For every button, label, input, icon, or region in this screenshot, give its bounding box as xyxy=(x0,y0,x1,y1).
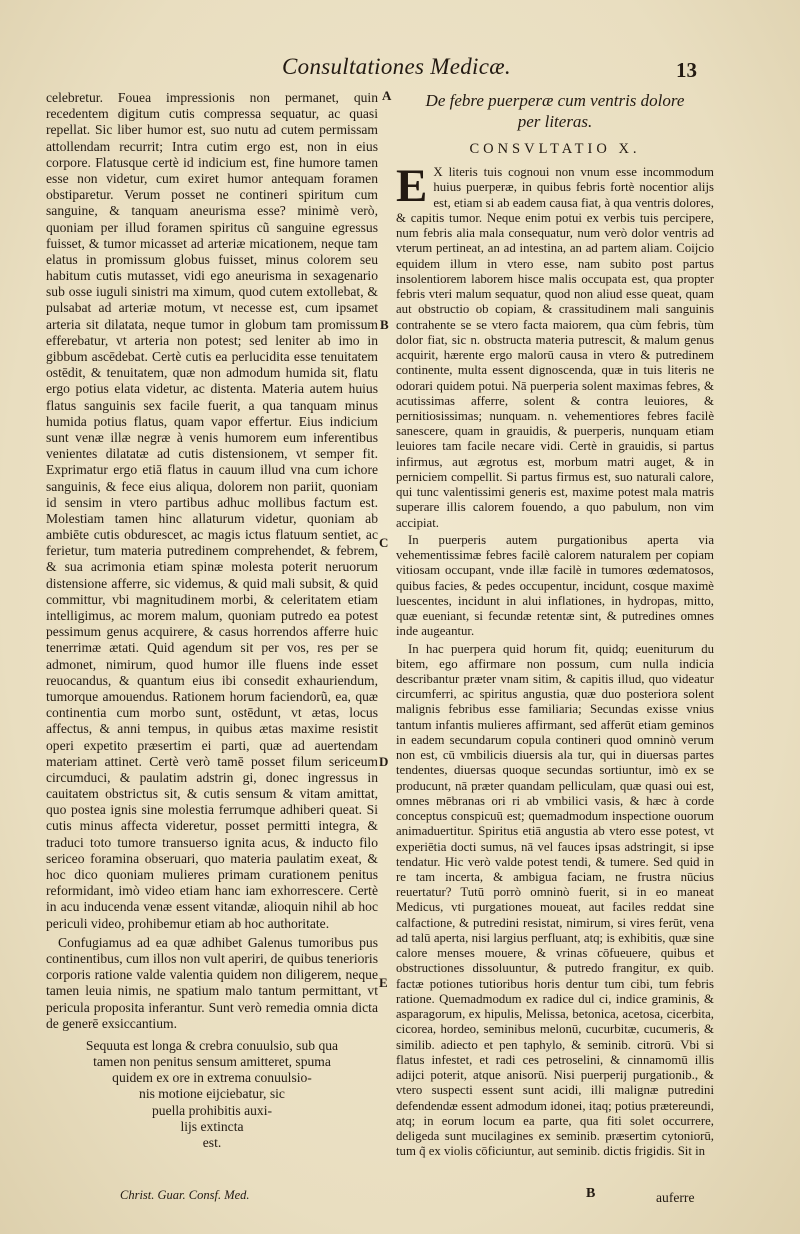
heading-line: per literas. xyxy=(517,112,593,131)
inverted-line: est. xyxy=(202,1135,222,1150)
printer-signature: Christ. Guar. Consf. Med. xyxy=(120,1188,250,1202)
inverted-line: nis motione eijciebatur, sic xyxy=(139,1086,285,1102)
margin-letter-b: B xyxy=(380,317,389,332)
margin-letter-c: C xyxy=(379,535,389,550)
inverted-line: Sequuta est longa & crebra conuulsio, sub qua xyxy=(85,1037,339,1053)
inverted-line: lijs extincta xyxy=(180,1118,244,1134)
inverted-line: tamen non penitus sensum amitteret, spuma xyxy=(93,1054,331,1070)
right-paragraph: In hac puerpera quid horum fit, quidq; eueniturum du bitem, ego affirmare non possum, cum nulla indicia describantur præter vnam sitim, & capitis illud, quo videatur circumferri, ac spiritus angustia, quæ duo posteriora solent malignis febribus esse familiaria; Secundas exisse vnius tantum infantis mulieres affirmant, sed afferūt etiam geminos in eadem secundarum copula contineri quod omninò verum non est, cū vmbilicis diuersis ala tur, qui in diuersas partes tendentes, diuersas quoque secundas sortiuntur, imò ex se producunt, nā præter quandam pelliculam, quæ quasi oui est, omnes mēbranas ori ri ab vmbilici vasis, & hæc à corde conceptus conspicuū est; quemadmodum inspectione ouorum animaduertitur. Spiritus etiā angustia ab vtero esse potest, vt experiētia docti sumus, nā vel fauces ipsas adstringit, si ipse tendatur. Hic verò valde potest tendi, & tumere. Sed quid in re tam incerta, & ambigua faciam, ne frustra nūcius reuertatur? Tutū porrò omninò fuerit, si in eo maneat Medicus, vti purgationes moueat, aut faciles reddat sine calfactione, & putredini resistat, nimirum, si vires ferūt, vena ad talū aperta, nisi largius perfluant, atq; is exhibitis, quæ sine calore menses mouere, & vrinas cōfueuere, quibus et obstructiones dissoluuntur, & putredo frangitur, ex quib. factæ potiones tutioribus horis dentur tum cibi, tum febris ratione. Quemadmodum ex radice dul ci, indice graminis, & asparagorum, ex hipulis, Melissa, betonica, acetosa, cicerbita, cicorea, hordeo, seminibus melonū, cucurbitæ, cucumeris, & similib. adiecto et pen taphylo, & seminib. citrorū. Vbi si flatus infestet, et radi ces petroselini, & cinnamomū illis adijci poterit, atque anisorū. Nisi puerperij purgationib., & vtero suspecti essent sunt acidi, illi malignæ putredini defendendæ essent admodum idonei, itaq; potius prætereundi, atq; in eorum locum ea parte, qua fiti solet occurrere, deligeda sunt mucilagines ex seminib. præsertim cytoniorū, tum q̃ ex violis cōficiuntur, aut seminib. dictis frigidis. Sit in xyxy=(396,641,714,1159)
gathering-signature-mark: B xyxy=(586,1186,596,1201)
drop-cap-initial: E xyxy=(396,160,428,213)
margin-letter-d: D xyxy=(379,754,389,769)
margin-letter-a: A xyxy=(382,88,392,103)
right-paragraph: In puerperis autem purgationibus aperta via vehementissimæ febres facilè calorem naturalem per copiam vitiosam occupant, vnde illæ facilè in tumores œdematosos, quibus facies, & pedes occupentur, incidunt, cosque maximè luescentes, incidunt in alui inflationes, in hydropas, mitto, quæ eueniant, si fecundæ retentæ sint, & putredines omnes inde augeantur. xyxy=(396,532,714,639)
right-column xyxy=(396,90,714,1159)
margin-letter-e: E xyxy=(379,975,388,990)
inverted-pyramid-paragraph xyxy=(46,1038,378,1151)
consultation-number: CONSVLTATIO X. xyxy=(469,141,641,157)
running-title: Consultationes Medicæ. xyxy=(282,54,511,79)
right-paragraph xyxy=(396,160,714,531)
folio-number: 13 xyxy=(676,58,697,82)
catchword: auferre xyxy=(656,1190,695,1205)
heading-line: De febre puerperæ cum ventris dolore xyxy=(425,91,685,110)
right-paragraph-text: X literis tuis cognoui non vnum esse incommodum huius puerperæ, in quibus febris fortè nocentior alijs est, etiam si ab eadem causa fiat, à qua ventris dolores, & capitis tumor. Neque enim potui ex verbis tuis percipere, num febris alia mala consequatur, num verò dolor ventris ad vterum pertineat, an ad intestina, an ad partem aliam. Coijcio equidem illum in vtero esse, nam subito post partus insolentiorem laborem hisce malis occupata est, qua propter febris vteri malum sequatur, quod non aliud esse queat, quam aut obstructio ob copiam, & crassitudinem mali sanguinis contrahente se se vtero facta maiorem, qua cùm febris, tùm dolor fiat, sic n. obstructa materia putrescit, & malum genus acquirit, hærente ergo malorū causa in vtero & putredinem continente, multa essent dignoscenda, quæ in tuis literis ne odorari quidem potui. Nā puerperia solent maximas febres, & acutissimas afferre, solent & contra leuiores, & pernitiosissimas; nunquam. n. vehementiores febres facilè sanescere, quam in grauidis, & puerperis, nunquam etiam leuiores tam facile necare vidi. Certè in grauidis, si partus infirmus, aut ægrotus est, morbum matri auget, & in perniciem compellit. Si partus firmus est, suo naturali calore, qui tunc valentissimi generis est, maxime potest mala matris superare illis calorem fouendo, a quo pabulum, non vim accipiat. xyxy=(396,165,714,530)
left-paragraph: Confugiamus ad ea quæ adhibet Galenus tumoribus pus continentibus, cum illos non vult aperiri, de quibus tenerioris corporis ratione valde valentia quidem non diligerem, neque tamen leuia nimis, ne spatium malo tantum permittant, vt pericula proposita inferantur. Sunt verò remedia omnia dicta de generē exsiccantium. xyxy=(46,934,378,1031)
running-head xyxy=(0,46,800,86)
inverted-line: quidem ex ore in extrema conuulsio- xyxy=(112,1070,312,1086)
left-paragraph: celebretur. Fouea impressionis non permanet, quin recedentem digitum cutis compressa sequatur, ac quasi repellat. Sic liber humor est, suo nutu ad cutem permissam attollendam recurrit; Intra cutim ergo est, non in eius corpore. Flatusque certè id indicium est, fine humore tamen esse non videtur, cum exiret humor antequam foramen obstiparetur. Verum posset ne contineri spiritum cum sanguine, & tanquam aneurisma esse? minimè verò, quoniam per illud foramen spiritus cũ sanguine egressus fuisset, & tumor micasset ad arteriæ micationem, neque tam elatus in promissum globus fuisset, minus colorem seu habitum cutis mutasset, vidi ego aneurisma in sexagenario sub osse iuguli sinistri ma ximum, quod cutem extollebat, & pulsabat ad arteriæ motum, vt necesse est, cum ipsamet arteria sit dilatata, neque tumor in globum tam promissum efferebatur, vt arteria non potest; sed leniter ab imo in gibbum ascēdebat. Certè cutis ea perlucidita esse tenuitatem ostēdit, & tenuitatem, quæ non admodum humida sit, flatu ergo potius elata videtur, ac distenta. Materia autem huius flatus sanguinis sex facile fuerit, a qua tanquam minus humida potius flatus, quam vapor effertur. Eius indicium sunt venæ illæ negræ à venis humorem eum inferentibus venientes dilatatæ ad cutis distensionem, vt semper fit. Exprimatur ergo etiā flatus in cauum illud vna cum ichore sanguinis, & fece eius aliqua, dolorem non pariit, quoniam id sensim in vtero partibus adhuc mollibus factum est. Molestiam tamen hinc allaturum videtur, quoniam ab ambiēte cutis obdurescet, ac magis ictus flatuum sentiet, ac ferietur, tum materia putredinem comprehendet, & febrem, & sua acrimonia etiam spinæ molesta poterit neruorum distensione afferre, sic videmus, & quid mali subsit, & quid committur, vbi magnitudinem morbi, & celeritatem etiam intelligimus, ac morem malum, quoniam putredo ea potest pessimum genus acquirere, & casus horrendos afferre huic tenerrimæ ætati. Quid agendum sit per vos, res per se admonet, nimirum, quod humor ille fluens inde esset reuocandus, & quantum eius ibi consedit exhauriendum, tumorque amouendus. Rationem horum faciendorũ, ea, quæ continentia cum morbo sunt, ostēdunt, vt ætas, locus affectus, & anni tempus, in quibus ætas maxime resistit operi expetito præsertim ei parti, quæ ad auertendam materiam attinet. Certè verò tamē posset filum sericeum circumduci, & paulatim adstrin gi, donec ingressus in cauitatem obstrictus sit, & cutis sensum & vitam amittat, quo postea ignis sine molestia ferrumque adhiberi queat. Si cutis minus affecta videretur, posset permitti integra, & traduci toto tumore transuerso ignita acus, & inducto filo sericeo foramina obseruari, quo materia paulatim exeat, & hoc dico quoniam mulieres primam curationem penitus reformidant, imò video etiam hanc iam exhorrescere. Certè in acu inducenda venæ essent vitandæ, alioquin nihil ab hoc periculi video, prohibemur etiam ab hoc authoritate. xyxy=(46,90,378,931)
inverted-line: puella prohibitis auxi- xyxy=(151,1102,273,1118)
consultation-heading xyxy=(396,90,714,132)
left-column xyxy=(46,90,378,1151)
